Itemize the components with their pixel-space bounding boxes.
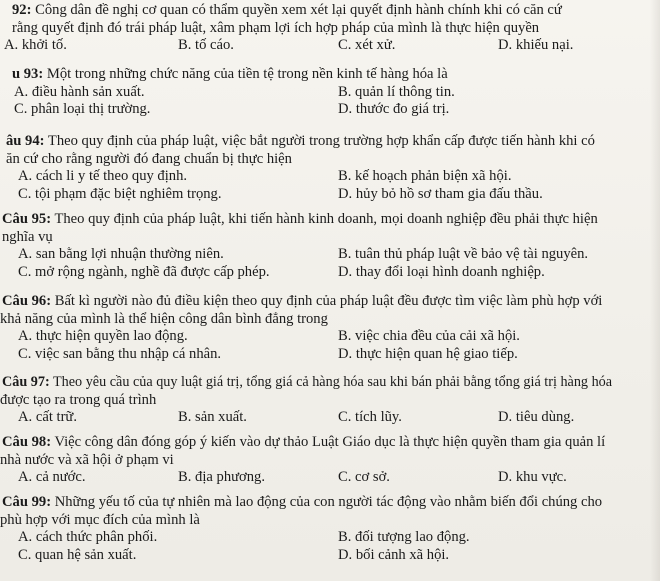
answer-options bbox=[0, 264, 656, 282]
answer-options bbox=[0, 469, 656, 487]
answer-options bbox=[0, 168, 656, 186]
option-b[interactable]: B. tuân thủ pháp luật về bảo vệ tài nguyên. bbox=[338, 246, 589, 262]
option-b[interactable]: B. kế hoạch phản biện xã hội. bbox=[338, 168, 512, 184]
question-stem bbox=[0, 494, 656, 512]
question-stem bbox=[0, 434, 656, 452]
question-94 bbox=[0, 133, 656, 203]
question-text: Theo yêu cầu của quy luật giá trị, tổng giá cả hàng hóa sau khi bán phải bằng tổng giá trị hàng hóa bbox=[49, 374, 613, 390]
answer-options bbox=[0, 101, 656, 119]
answer-options bbox=[0, 346, 656, 364]
option-b[interactable]: B. việc chia đều của cải xã hội. bbox=[338, 328, 520, 344]
question-96 bbox=[0, 293, 656, 363]
question-stem: khả năng của mình là thể hiện công dân bình đẳng trong bbox=[0, 310, 328, 327]
question-93 bbox=[0, 66, 656, 119]
option-a[interactable]: A. cách li y tế theo quy định. bbox=[18, 168, 188, 184]
option-b[interactable]: B. sản xuất. bbox=[178, 409, 247, 425]
option-c[interactable]: C. phân loại thị trường. bbox=[14, 101, 151, 117]
answer-options bbox=[0, 84, 656, 102]
question-stem: ăn cứ cho rằng người đó đang chuẩn bị thực hiện bbox=[6, 150, 292, 167]
answer-options bbox=[0, 529, 656, 547]
question-stem bbox=[0, 2, 656, 20]
question-text: Một trong những chức năng của tiền tệ trong nền kinh tế hàng hóa là bbox=[43, 66, 448, 82]
option-d[interactable]: D. hủy bỏ hồ sơ tham gia đấu thầu. bbox=[338, 185, 543, 202]
option-c[interactable]: C. xét xử. bbox=[338, 37, 396, 53]
option-a[interactable]: A. cả nước. bbox=[18, 469, 86, 485]
question-label: 92: bbox=[12, 2, 32, 18]
question-text: Bất kì người nào đủ điều kiện theo quy định của pháp luật đều được tìm việc làm phù hợp với bbox=[51, 293, 603, 309]
answer-options bbox=[0, 409, 656, 427]
option-d[interactable]: D. khiếu nại. bbox=[498, 37, 574, 53]
question-number bbox=[12, 2, 562, 18]
question-stem bbox=[0, 66, 656, 84]
option-b[interactable]: B. quản lí thông tin. bbox=[338, 83, 455, 100]
question-stem: nghĩa vụ bbox=[2, 228, 53, 245]
option-a[interactable]: A. thực hiện quyền lao động. bbox=[18, 328, 188, 344]
option-b[interactable]: B. tố cáo. bbox=[178, 37, 234, 53]
option-a[interactable]: A. điều hành sản xuất. bbox=[14, 83, 145, 100]
question-97 bbox=[0, 374, 656, 427]
question-stem: được tạo ra trong quá trình bbox=[0, 391, 157, 408]
question-label: Câu 95: bbox=[2, 211, 52, 227]
option-d[interactable]: D. thực hiện quan hệ giao tiếp. bbox=[338, 345, 518, 362]
answer-options bbox=[0, 37, 656, 55]
option-a[interactable]: A. cách thức phân phối. bbox=[18, 529, 158, 545]
option-a[interactable]: A. khởi tố. bbox=[4, 37, 67, 53]
question-label: Câu 96: bbox=[2, 293, 52, 309]
option-d[interactable]: D. thay đổi loại hình doanh nghiệp. bbox=[338, 263, 545, 280]
option-c[interactable]: C. việc san bằng thu nhập cá nhân. bbox=[18, 345, 222, 362]
option-c[interactable]: C. quan hệ sản xuất. bbox=[18, 546, 137, 563]
question-label: Câu 99: bbox=[2, 494, 52, 510]
option-a[interactable]: A. san bằng lợi nhuận thường niên. bbox=[18, 246, 224, 262]
question-text: Công dân đề nghị cơ quan có thẩm quyền xem xét lại quyết định hành chính khi có căn cứ bbox=[31, 2, 562, 18]
question-stem bbox=[0, 374, 656, 392]
question-99 bbox=[0, 494, 656, 564]
answer-options bbox=[0, 547, 656, 565]
question-98 bbox=[0, 434, 656, 487]
question-label: âu 94: bbox=[6, 133, 45, 149]
question-92 bbox=[0, 2, 656, 55]
answer-options bbox=[0, 246, 656, 264]
question-stem: phù hợp với mục đích của mình là bbox=[0, 511, 200, 528]
question-label: Câu 98: bbox=[2, 434, 52, 450]
option-c[interactable]: C. tích lũy. bbox=[338, 409, 402, 425]
option-c[interactable]: C. mở rộng ngành, nghề đã được cấp phép. bbox=[18, 263, 270, 280]
question-stem bbox=[0, 133, 656, 151]
option-d[interactable]: D. tiêu dùng. bbox=[498, 409, 575, 425]
option-c[interactable]: C. tội phạm đặc biệt nghiêm trọng. bbox=[18, 185, 222, 202]
question-label: Câu 97: bbox=[2, 374, 50, 390]
page-edge-shadow bbox=[650, 0, 660, 581]
option-d[interactable]: D. thước đo giá trị. bbox=[338, 101, 450, 117]
question-text: Việc công dân đóng góp ý kiến vào dự thảo Luật Giáo dục là thực hiện quyền tham gia quản lí bbox=[51, 434, 606, 450]
question-label: u 93: bbox=[12, 66, 44, 82]
option-d[interactable]: D. khu vực. bbox=[498, 469, 567, 485]
option-d[interactable]: D. bối cảnh xã hội. bbox=[338, 546, 450, 563]
answer-options bbox=[0, 186, 656, 204]
question-stem: nhà nước và xã hội ở phạm vi bbox=[0, 451, 174, 468]
option-b[interactable]: B. địa phương. bbox=[178, 469, 265, 485]
question-text: Theo quy định của pháp luật, việc bắt người trong trường hợp khẩn cấp được tiến hành khi có bbox=[44, 133, 595, 149]
question-stem bbox=[0, 293, 656, 311]
option-b[interactable]: B. đối tượng lao động. bbox=[338, 529, 470, 545]
question-stem bbox=[0, 211, 656, 229]
question-text: Những yếu tố của tự nhiên mà lao động của con người tác động vào nhằm biến đổi chúng cho bbox=[51, 494, 603, 510]
question-95 bbox=[0, 211, 656, 281]
option-a[interactable]: A. cất trữ. bbox=[18, 409, 77, 425]
question-stem: rằng quyết định đó trái pháp luật, xâm phạm lợi ích hợp pháp của mình là thực hiện quyền bbox=[12, 19, 540, 36]
option-c[interactable]: C. cơ sở. bbox=[338, 469, 390, 485]
answer-options bbox=[0, 328, 656, 346]
question-text: Theo quy định của pháp luật, khi tiến hành kinh doanh, mọi doanh nghiệp đều phải thực hiện bbox=[51, 211, 598, 227]
